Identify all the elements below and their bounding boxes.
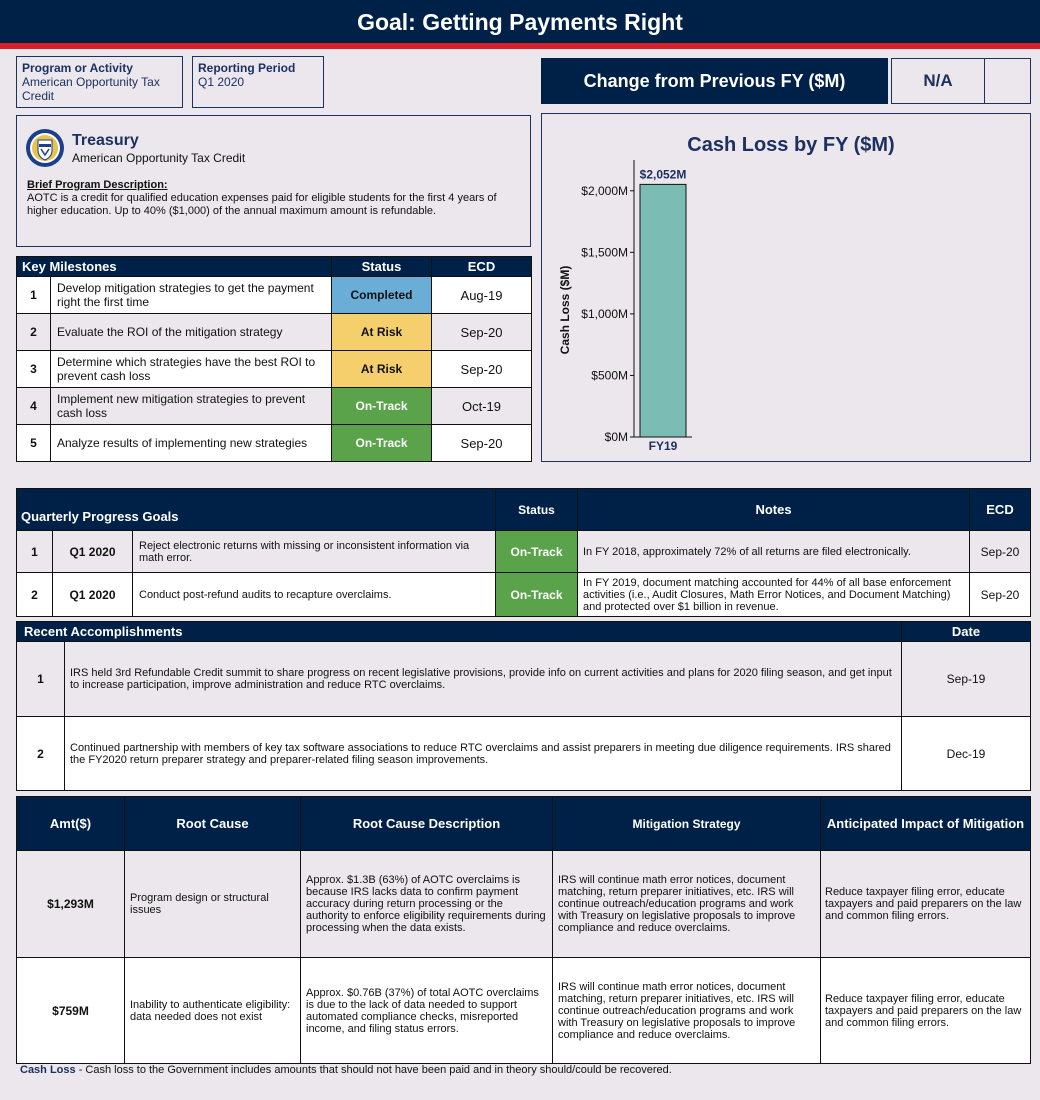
chart-y-tick-label: $500M xyxy=(591,368,628,383)
rc-amt: $1,293M xyxy=(17,851,125,958)
agency-box xyxy=(16,115,531,247)
program-box xyxy=(16,56,183,108)
quarterly-status-header: Status xyxy=(496,489,578,531)
milestone-num: 1 xyxy=(17,277,51,314)
period-box xyxy=(192,56,324,108)
chart-y-axis-label: Cash Loss ($M) xyxy=(558,265,572,355)
quarterly-quarter: Q1 2020 xyxy=(53,573,133,617)
chart-box xyxy=(541,113,1031,462)
quarterly-ecd: Sep-20 xyxy=(970,573,1031,617)
chart-y-tick-label: $0M xyxy=(604,430,628,444)
program-label: Program or Activity xyxy=(22,61,133,75)
milestone-status: On-Track xyxy=(332,388,432,425)
milestone-ecd: Aug-19 xyxy=(432,277,532,314)
agency-subtitle: American Opportunity Tax Credit xyxy=(72,151,246,165)
accomplishments-date-header: Date xyxy=(902,622,1031,642)
chart-bar xyxy=(640,184,686,437)
rc-row xyxy=(17,958,1031,1064)
quarterly-row xyxy=(17,531,1031,573)
header-divider xyxy=(0,43,1040,49)
milestone-status: At Risk xyxy=(332,314,432,351)
quarterly-num: 2 xyxy=(17,573,53,617)
accomplishment-num: 2 xyxy=(17,717,65,791)
rc-description: Approx. $1.3B (63%) of AOTC overclaims is because IRS lacks data to confirm payment accuracy during return processing or the authority to enforce eligibility requirements during processing when the data exists. xyxy=(301,851,553,958)
rc-header-impact: Anticipated Impact of Mitigation xyxy=(821,797,1031,851)
rc-header-cause: Root Cause xyxy=(125,797,301,851)
footnote xyxy=(20,1064,672,1076)
milestones-table xyxy=(16,256,532,462)
quarterly-notes: In FY 2019, document matching accounted for 44% of all base enforcement activities (i.e., Audit Closures, Math Error Notices, and Document Matching) and protected over $1 billion in revenue. xyxy=(578,573,970,617)
milestone-num: 4 xyxy=(17,388,51,425)
root-cause-table xyxy=(16,796,1031,1064)
quarterly-row xyxy=(17,573,1031,617)
change-value: N/A xyxy=(891,58,985,104)
quarterly-status: On-Track xyxy=(496,531,578,573)
milestone-status: On-Track xyxy=(332,425,432,462)
accomplishment-date: Sep-19 xyxy=(902,642,1031,717)
milestone-status: At Risk xyxy=(332,351,432,388)
quarterly-goal: Reject electronic returns with missing or inconsistent information via math error. xyxy=(133,531,496,573)
milestone-ecd: Sep-20 xyxy=(432,314,532,351)
rc-strategy: IRS will continue math error notices, document matching, return preparer initiatives, etc. IRS will continue outreach/education programs and work with Treasury on legislative proposals to improve compliance and reduce overclaims. xyxy=(553,958,821,1064)
rc-row xyxy=(17,851,1031,958)
quarterly-header: Quarterly Progress Goals xyxy=(17,489,496,531)
accomplishment-num: 1 xyxy=(17,642,65,717)
page-title: Goal: Getting Payments Right xyxy=(0,0,1040,44)
quarterly-ecd: Sep-20 xyxy=(970,531,1031,573)
rc-header-amt: Amt($) xyxy=(17,797,125,851)
rc-cause: Program design or structural issues xyxy=(125,851,301,958)
milestone-row xyxy=(17,351,532,388)
milestone-text: Develop mitigation strategies to get the payment right the first time xyxy=(51,277,332,314)
rc-header-strategy: Mitigation Strategy xyxy=(553,797,821,851)
accomplishment-row xyxy=(17,717,1031,791)
treasury-seal-icon xyxy=(25,128,65,168)
milestone-num: 5 xyxy=(17,425,51,462)
accomplishment-row xyxy=(17,642,1031,717)
rc-cause: Inability to authenticate eligibility: data needed does not exist xyxy=(125,958,301,1064)
milestone-row xyxy=(17,314,532,351)
milestone-text: Determine which strategies have the best ROI to prevent cash loss xyxy=(51,351,332,388)
chart-x-tick-label: FY19 xyxy=(648,439,678,453)
chart-y-tick-label: $1,500M xyxy=(581,245,628,260)
milestone-text: Implement new mitigation strategies to prevent cash loss xyxy=(51,388,332,425)
milestone-text: Analyze results of implementing new strategies xyxy=(51,425,332,462)
chart-y-tick-label: $2,000M xyxy=(581,183,628,198)
change-extra-cell xyxy=(984,58,1031,104)
period-label: Reporting Period xyxy=(198,61,296,75)
quarterly-ecd-header: ECD xyxy=(970,489,1031,531)
milestone-row xyxy=(17,277,532,314)
quarterly-notes: In FY 2018, approximately 72% of all returns are filed electronically. xyxy=(578,531,970,573)
milestone-row xyxy=(17,425,532,462)
milestone-ecd: Sep-20 xyxy=(432,425,532,462)
quarterly-notes-header: Notes xyxy=(578,489,970,531)
quarterly-status: On-Track xyxy=(496,573,578,617)
chart-data-label: $2,052M xyxy=(639,167,687,182)
milestone-row xyxy=(17,388,532,425)
rc-amt: $759M xyxy=(17,958,125,1064)
milestone-num: 2 xyxy=(17,314,51,351)
milestones-status-header: Status xyxy=(332,257,432,277)
milestones-ecd-header: ECD xyxy=(432,257,532,277)
accomplishment-text: Continued partnership with members of key tax software associations to reduce RTC overclaims and assist preparers in meeting due diligence requirements. IRS shared the FY2020 return preparer strategy and preparer-related filing season improvements. xyxy=(65,717,902,791)
chart-y-tick-label: $1,000M xyxy=(581,306,628,321)
milestone-text: Evaluate the ROI of the mitigation strategy xyxy=(51,314,332,351)
accomplishments-table xyxy=(16,621,1031,791)
milestone-ecd: Oct-19 xyxy=(432,388,532,425)
description-label: Brief Program Description: xyxy=(27,179,168,191)
change-label: Change from Previous FY ($M) xyxy=(541,58,888,104)
quarterly-goal: Conduct post-refund audits to recapture overclaims. xyxy=(133,573,496,617)
accomplishment-text: IRS held 3rd Refundable Credit summit to share progress on recent legislative provisions, provide info on current activities and plans for 2020 filing season, and get input to increase participation, improve administration and reduce RTC overclaims. xyxy=(65,642,902,717)
rc-header-description: Root Cause Description xyxy=(301,797,553,851)
program-value: American Opportunity Tax Credit xyxy=(22,75,160,103)
quarterly-num: 1 xyxy=(17,531,53,573)
quarterly-table xyxy=(16,488,1031,617)
milestones-header: Key Milestones xyxy=(17,257,332,277)
chart-title: Cash Loss by FY ($M) xyxy=(687,134,895,156)
rc-impact: Reduce taxpayer filing error, educate taxpayers and paid preparers on the law and common filing errors. xyxy=(821,958,1031,1064)
footnote-term: Cash Loss xyxy=(20,1064,76,1076)
accomplishments-header: Recent Accomplishments xyxy=(17,622,902,642)
accomplishment-date: Dec-19 xyxy=(902,717,1031,791)
rc-description: Approx. $0.76B (37%) of total AOTC overclaims is due to the lack of data needed to support automated compliance checks, misreported income, and filing status errors. xyxy=(301,958,553,1064)
description-text: AOTC is a credit for qualified education expenses paid for eligible students for the first 4 years of higher education. Up to 40% ($1,000) of the annual maximum amount is refundable. xyxy=(27,192,497,217)
milestone-status: Completed xyxy=(332,277,432,314)
milestone-ecd: Sep-20 xyxy=(432,351,532,388)
period-value: Q1 2020 xyxy=(198,75,245,89)
rc-impact: Reduce taxpayer filing error, educate taxpayers and paid preparers on the law and common filing errors. xyxy=(821,851,1031,958)
footnote-text: - Cash loss to the Government includes amounts that should not have been paid and in theory should/could be recovered. xyxy=(75,1064,672,1076)
quarterly-quarter: Q1 2020 xyxy=(53,531,133,573)
agency-name: Treasury xyxy=(72,132,139,149)
rc-strategy: IRS will continue math error notices, document matching, return preparer initiatives, etc. IRS will continue outreach/education programs and work with Treasury on legislative proposals to improve compliance and reduce overclaims. xyxy=(553,851,821,958)
milestone-num: 3 xyxy=(17,351,51,388)
cash-loss-chart xyxy=(542,114,1032,463)
